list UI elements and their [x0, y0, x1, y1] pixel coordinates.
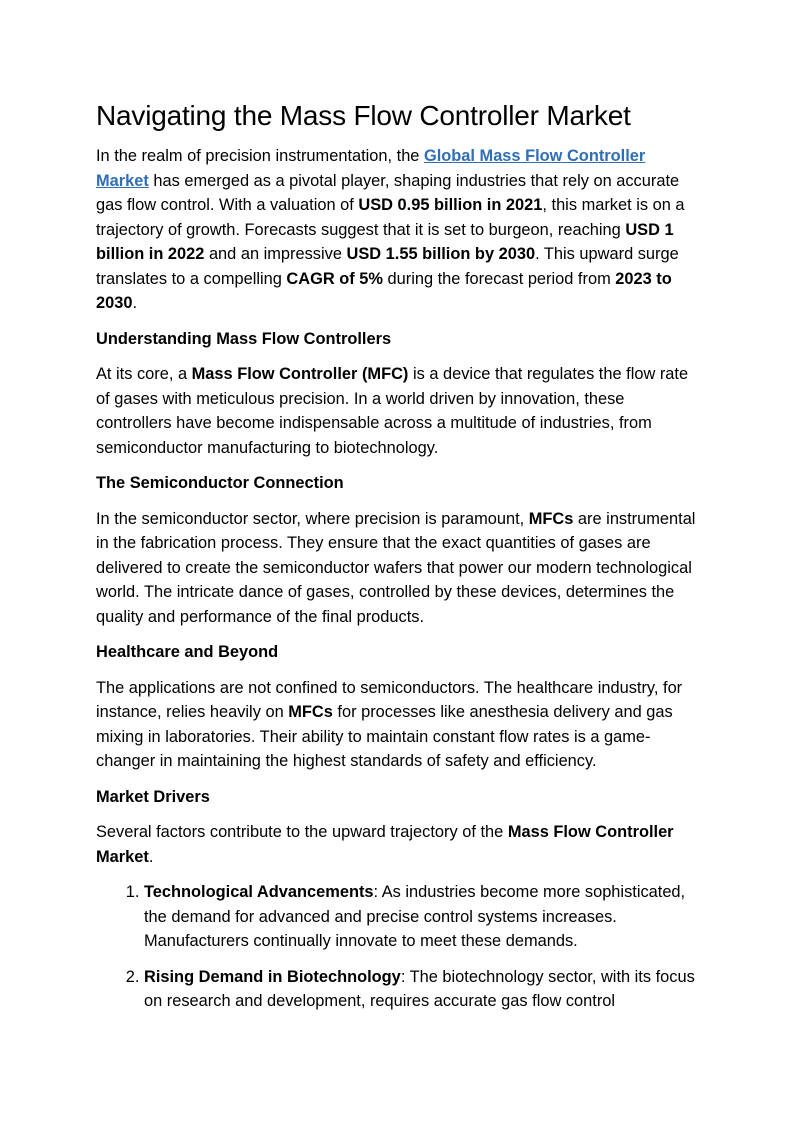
intro-bold-2: USD 1 billion in 2022 [96, 220, 674, 263]
section-paragraph-drivers [96, 820, 700, 869]
section-heading-semiconductor: The Semiconductor Connection [96, 474, 344, 492]
intro-text-6: during the forecast period from [382, 269, 616, 288]
intro-text-4: and an impressive [204, 245, 347, 263]
s3-text-2: for processes like anesthesia delivery and gas mixing in laboratories. Their ability to maintain constant flow rates is a game-changer in maintaining the highest standards of safety and efficiency. [96, 703, 673, 770]
intro-bold-1: USD 0.95 billion in 2021 [358, 196, 543, 214]
s1-text-1: At its core, a [96, 365, 192, 383]
drivers-list [96, 880, 700, 1014]
document-page [96, 98, 700, 1025]
list-item [144, 880, 700, 954]
list-item-text: : The biotechnology sector, with its focus on research and development, requires accurate gas flow control [144, 967, 695, 1010]
intro-text-5: . This upward surge translates to a compelling [96, 245, 679, 288]
s3-bold-1: MFCs [288, 703, 333, 721]
s2-text-2: are instrumental in the fabrication process. They ensure that the exact quantities of gases are delivered to create the semiconductor wafers that power our modern technological world. The intricate dance of gases, controlled by these devices, determines the quality and performance of the final products. [96, 509, 696, 626]
intro-bold-3: USD 1.55 billion by 2030 [346, 245, 536, 263]
section-paragraph-semiconductor [96, 507, 700, 630]
section-heading-healthcare: Healthcare and Beyond [96, 643, 279, 661]
list-item-text: : As industries become more sophisticated, the demand for advanced and precise control systems increases. Manufacturers continually innovate to meet these demands. [144, 883, 686, 950]
intro-text-3: , this market is on a trajectory of growth. Forecasts suggest that it is set to burgeon, reaching [96, 196, 685, 239]
s2-bold-1: MFCs [528, 509, 574, 528]
s3-text-1: The applications are not confined to semiconductors. The healthcare industry, for instance, relies heavily on [96, 678, 683, 721]
s4-text-1: Several factors contribute to the upward trajectory of the [96, 823, 508, 841]
intro-paragraph [96, 144, 700, 316]
s4-text-2: . [148, 847, 154, 866]
intro-text-1: In the realm of precision instrumentation, the [96, 147, 424, 165]
intro-text-7: . [132, 294, 138, 312]
section-paragraph-understanding [96, 362, 700, 460]
s1-bold-1: Mass Flow Controller (MFC) [191, 365, 409, 383]
intro-bold-5: 2023 to 2030 [96, 269, 672, 312]
section-paragraph-healthcare [96, 676, 700, 774]
list-item-bold: Technological Advancements [144, 883, 374, 901]
list-item-bold: Rising Demand in Biotechnology [144, 967, 401, 986]
s4-bold-1: Mass Flow Controller Market [96, 823, 674, 866]
intro-bold-4: CAGR of 5% [286, 269, 383, 288]
market-report-link[interactable]: Global Mass Flow Controller Market [96, 147, 646, 190]
s2-text-1: In the semiconductor sector, where precision is paramount, [96, 509, 529, 528]
intro-text-2: has emerged as a pivotal player, shaping industries that rely on accurate gas flow control. With a valuation of [96, 171, 680, 214]
list-item [144, 965, 700, 1014]
section-heading-understanding: Understanding Mass Flow Controllers [96, 329, 392, 348]
section-heading-drivers: Market Drivers [96, 787, 210, 806]
page-title: Navigating the Mass Flow Controller Market [96, 100, 631, 131]
s1-text-2: is a device that regulates the flow rate of gases with meticulous precision. In a world driven by innovation, these controllers have become indispensable across a multitude of industries, from semiconductor manufacturing to biotechnology. [96, 365, 689, 457]
